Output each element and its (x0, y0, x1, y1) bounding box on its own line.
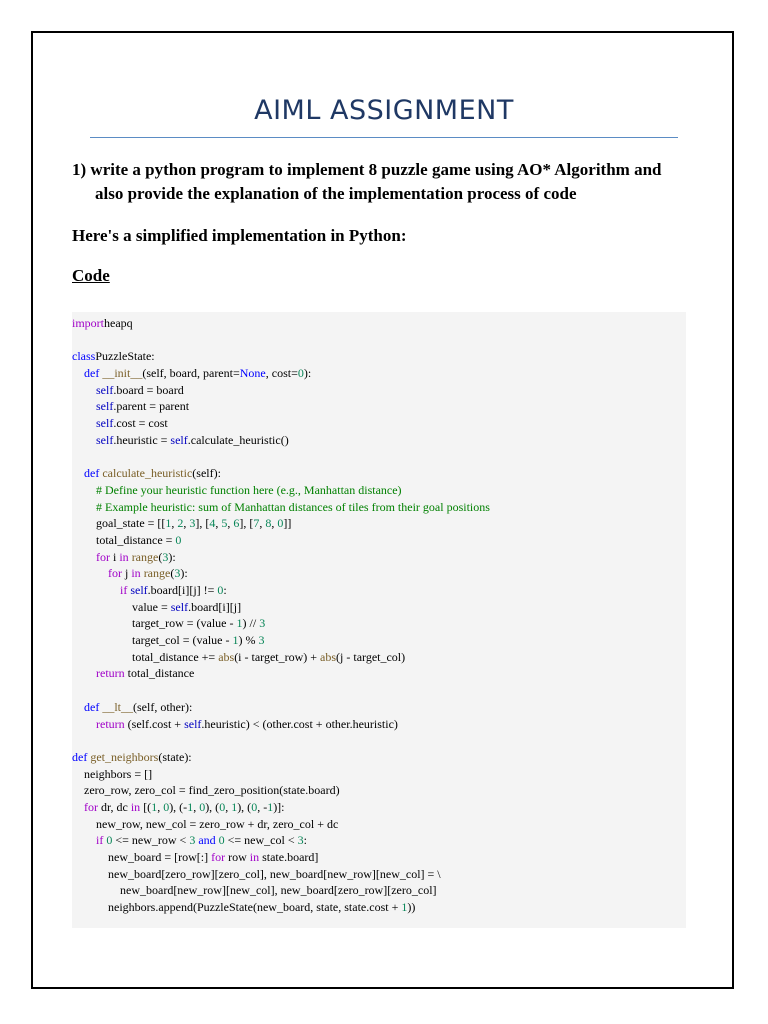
code-line: neighbors.append(PuzzleState(new_board, state, state.cost + 1)) (72, 900, 416, 915)
code-line: def get_neighbors(state): (72, 749, 192, 764)
code-line (72, 682, 686, 699)
code-line (72, 732, 686, 749)
question-line-2: also provide the explanation of the implementation process of code (95, 184, 577, 203)
question-text (72, 158, 702, 206)
code-line: total_distance = 0 (72, 532, 182, 547)
code-line: goal_state = [[1, 2, 3], [4, 5, 6], [7, 8, 0]] (72, 516, 292, 531)
code-block (72, 312, 686, 928)
code-line: new_board[new_row][new_col], new_board[zero_row][zero_col] (72, 883, 437, 898)
code-line: return total_distance (96, 666, 195, 681)
code-line (72, 332, 686, 349)
code-heading: Code (72, 266, 110, 285)
code-line: self.cost = cost (96, 416, 168, 431)
code-line: return (self.cost + self.heuristic) < (other.cost + other.heuristic) (96, 716, 398, 731)
intro-text: Here's a simplified implementation in Python: (72, 226, 407, 245)
code-line: self.board = board (96, 382, 184, 397)
code-line: target_col = (value - 1) % 3 (72, 633, 265, 648)
code-line: self.parent = parent (96, 399, 190, 414)
code-line: if self.board[i][j] != 0: (120, 583, 227, 597)
page-title: AIML ASSIGNMENT (254, 95, 514, 126)
code-line: # Example heuristic: sum of Manhattan distances of tiles from their goal positions (96, 499, 490, 514)
question-line-1: 1) write a python program to implement 8 puzzle game using AO* Algorithm and (72, 160, 662, 179)
code-line: def __lt__(self, other): (84, 699, 193, 714)
code-line: for j in range(3): (108, 566, 188, 581)
code-line: value = self.board[i][j] (72, 599, 242, 614)
code-line: new_board = [row[:] for row in state.board] (72, 850, 319, 864)
code-line: for dr, dc in [(1, 0), (-1, 0), (0, 1), (0, -1)]: (84, 799, 285, 814)
code-line: new_board[zero_row][zero_col], new_board[new_row][new_col] = \ (72, 866, 441, 881)
code-line: for i in range(3): (96, 549, 176, 564)
code-line (72, 449, 686, 466)
code-line: total_distance += abs(i - target_row) + abs(j - target_col) (72, 649, 406, 664)
code-line: new_row, new_col = zero_row + dr, zero_col + dc (72, 816, 339, 831)
code-line: # Define your heuristic function here (e.g., Manhattan distance) (96, 482, 402, 497)
code-line: target_row = (value - 1) // 3 (72, 616, 266, 631)
code-line: def __init__(self, board, parent=None, cost=0): (84, 366, 312, 381)
code-line: classPuzzleState: (72, 349, 155, 364)
code-line: neighbors = [] (72, 766, 153, 781)
code-line: if 0 <= new_row < 3 and 0 <= new_col < 3: (96, 833, 307, 848)
code-line: importheapq (72, 316, 133, 330)
code-line: def calculate_heuristic(self): (84, 466, 221, 481)
title-underline (90, 137, 678, 138)
code-line: zero_row, zero_col = find_zero_position(state.board) (72, 783, 340, 798)
code-line: self.heuristic = self.calculate_heuristic() (96, 432, 289, 447)
